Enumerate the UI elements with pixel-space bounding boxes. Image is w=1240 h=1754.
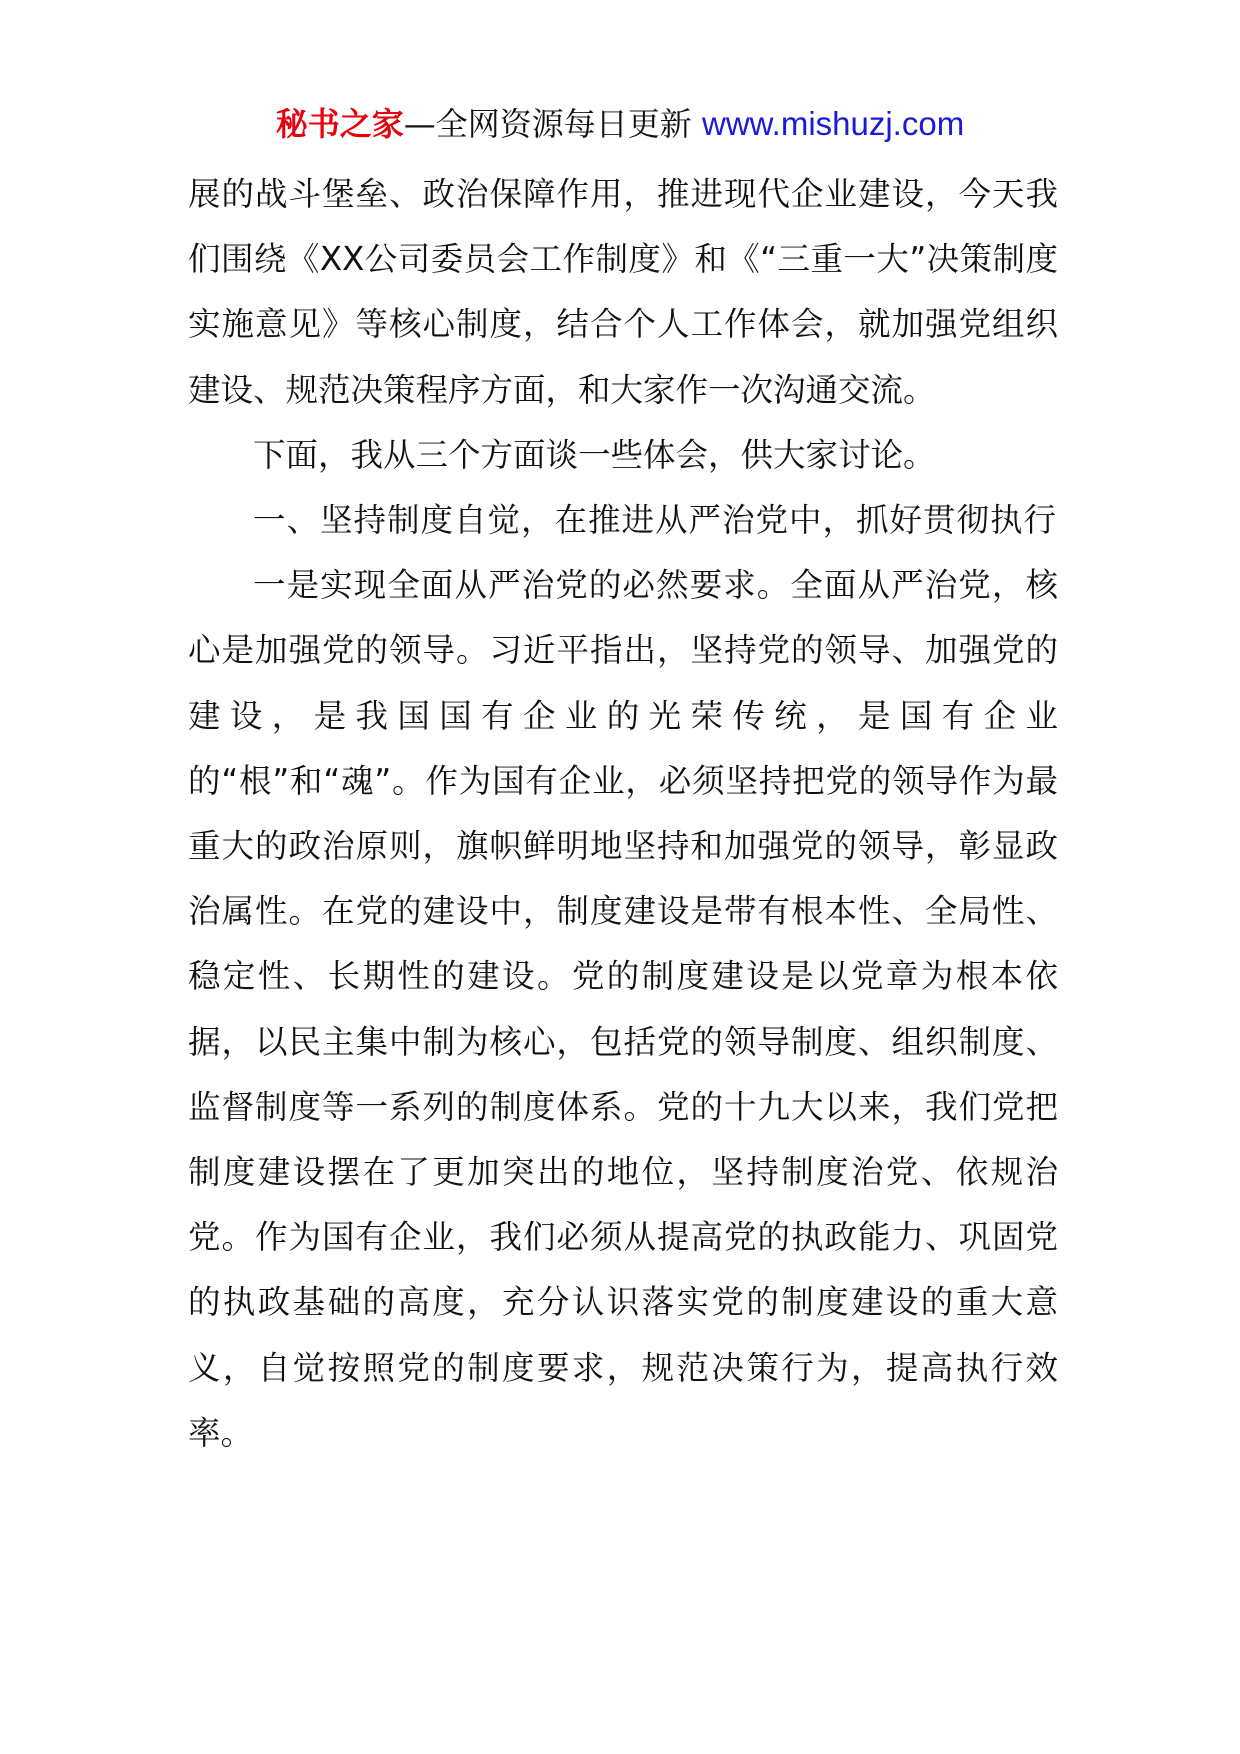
header-slogan: —全网资源每日更新: [403, 105, 702, 143]
site-header: [0, 100, 1240, 148]
paragraph-body: 一是实现全面从严治党的必然要求。全面从严治党，核心是加强党的领导。习近平指出，坚持党的领导、加强党的建设，是我国国有企业的光荣传统，是国有企业的“根”和“魂”。作为国有企业，必须坚持把党的领导作为最重大的政治原则，旗帜鲜明地坚持和加强党的领导，彰显政治属性。在党的建设中，制度建设是带有根本性、全局性、稳定性、长期性的建设。党的制度建设是以党章为根本依据，以民主集中制为核心，包括党的领导制度、组织制度、监督制度等一系列的制度体系。党的十九大以来，我们党把制度建设摆在了更加突出的地位，坚持制度治党、依规治党。作为国有企业，我们必须从提高党的执政能力、巩固党的执政基础的高度，充分认识落实党的制度建设的重大意义，自觉按照党的制度要求，规范决策行为，提高执行效率。: [188, 566, 1058, 1452]
brand-name: 秘书之家: [275, 105, 404, 143]
site-url[interactable]: www.mishuzj.com: [701, 105, 965, 142]
document-body: [188, 162, 1058, 1466]
paragraph-continued: 展的战斗堡垒、政治保障作用，推进现代企业建设，今天我们围绕《XX公司委员会工作制度》和《“三重一大”决策制度实施意见》等核心制度，结合个人工作体会，就加强党组织建设、规范决策程序方面，和大家作一次沟通交流。: [188, 175, 1058, 409]
section-heading: 一、坚持制度自觉，在推进从严治党中，抓好贯彻执行: [253, 501, 1058, 540]
paragraph-intro: 下面，我从三个方面谈一些体会，供大家讨论。: [253, 435, 936, 474]
